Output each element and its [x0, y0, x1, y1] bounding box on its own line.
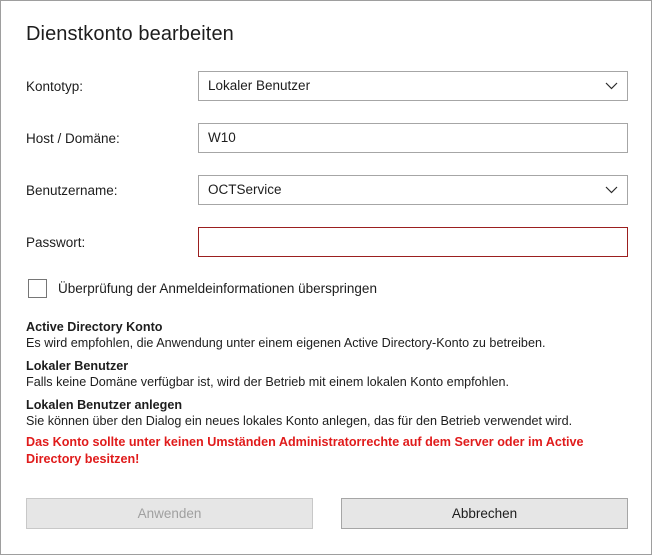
account-type-label: Kontotyp:: [26, 78, 84, 94]
help-block: [26, 319, 626, 351]
help-section: [26, 319, 626, 436]
host-domain-input[interactable]: W10: [198, 123, 628, 153]
username-label: Benutzername:: [26, 182, 118, 198]
skip-credential-check-checkbox[interactable]: [28, 279, 47, 298]
skip-credential-check-label: Überprüfung der Anmeldeinformationen überspringen: [58, 281, 377, 296]
help-block: [26, 358, 626, 390]
account-type-select[interactable]: Lokaler Benutzer: [198, 71, 628, 101]
password-row: [26, 227, 628, 257]
help-heading: Lokalen Benutzer anlegen: [26, 398, 183, 412]
password-label: Passwort:: [26, 234, 86, 250]
username-field: [198, 175, 628, 205]
host-domain-label: Host / Domäne:: [26, 130, 120, 146]
help-heading: Active Directory Konto: [26, 320, 163, 334]
skip-credential-check-row[interactable]: [26, 279, 628, 298]
help-text: Sie können über den Dialog ein neues lokales Konto anlegen, das für den Betrieb verwendet wird.: [26, 414, 573, 428]
dialog-buttons: [26, 498, 628, 529]
account-type-row: [26, 71, 628, 101]
help-text: Falls keine Domäne verfügbar ist, wird der Betrieb mit einem lokalen Konto empfohlen.: [26, 375, 509, 389]
host-domain-field: [198, 123, 628, 153]
cancel-button[interactable]: Abbrechen: [341, 498, 628, 529]
password-input[interactable]: [198, 227, 628, 257]
account-type-field: [198, 71, 628, 101]
username-row: [26, 175, 628, 205]
username-select[interactable]: OCTService: [198, 175, 628, 205]
help-block: [26, 397, 626, 429]
password-field: [198, 227, 628, 257]
account-form: [26, 71, 628, 306]
help-text: Es wird empfohlen, die Anwendung unter einem eigenen Active Directory-Konto zu betreiben.: [26, 336, 546, 350]
host-domain-row: [26, 123, 628, 153]
help-heading: Lokaler Benutzer: [26, 359, 129, 373]
dialog-title: Dienstkonto bearbeiten: [26, 23, 234, 45]
admin-rights-warning: Das Konto sollte unter keinen Umständen Administratorrechte auf dem Server oder im Active Directory besitzen!: [26, 435, 584, 466]
apply-button[interactable]: Anwenden: [26, 498, 313, 529]
